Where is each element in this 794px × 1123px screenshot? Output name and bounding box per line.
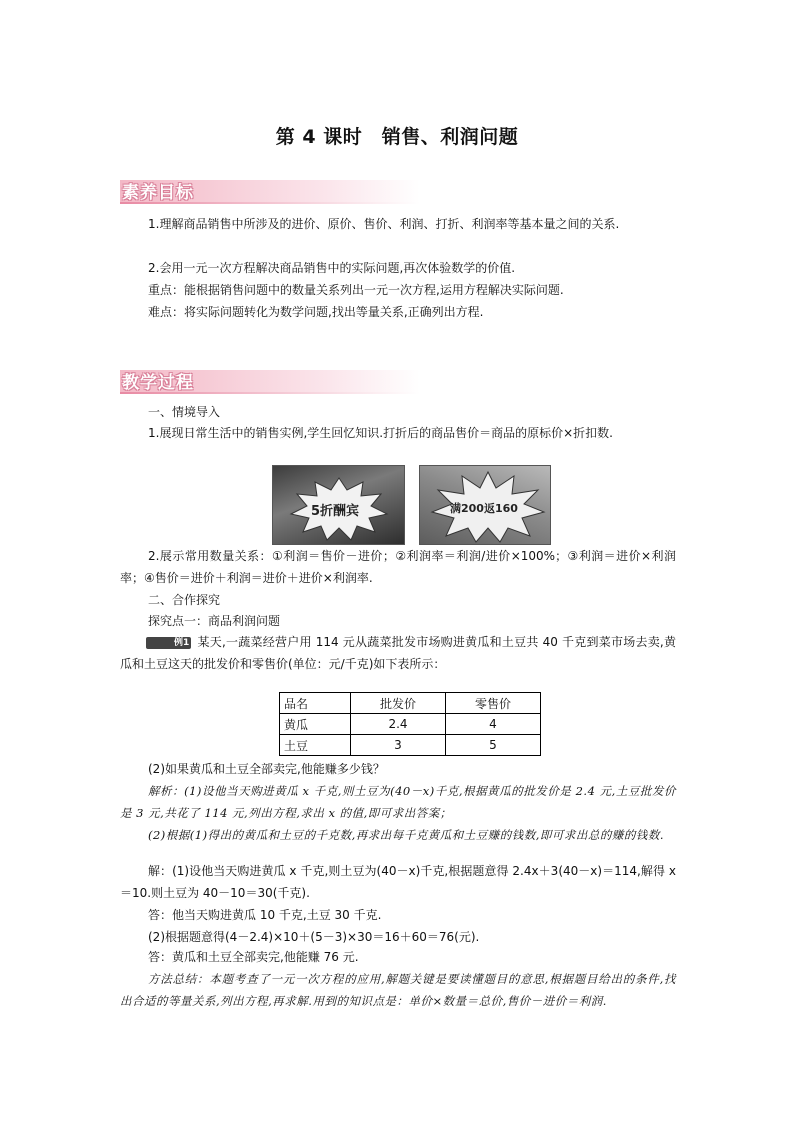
price-table <box>279 692 541 756</box>
page-title: 第 4 课时 销售、利润问题 <box>275 126 519 148</box>
goal-1: 1.理解商品销售中所涉及的进价、原价、售价、利润、打折、利润率等基本量之间的关系. <box>148 217 620 231</box>
table-cell: 黄瓜 <box>280 714 351 735</box>
photo-rebate-sign <box>419 465 551 545</box>
explore-point-1: 探究点一：商品利润问题 <box>148 614 281 628</box>
example-text: 某天,一蔬菜经营户用 114 元从蔬菜批发市场购进黄瓜和土豆共 40 千克到菜市场去卖,黄瓜和土豆这天的批发价和零售价(单位：元/千克)如下表所示： <box>120 635 676 671</box>
heading-explore: 二、合作探究 <box>148 593 221 607</box>
section-banner-process <box>120 370 420 394</box>
table-cell: 4 <box>446 714 541 735</box>
answer-1: 答：他当天购进黄瓜 10 千克,土豆 30 千克. <box>148 908 382 922</box>
quantity-relations: 2.展示常用数量关系：①利润＝售价－进价；②利润率＝利润/进价×100%；③利润＝进价×利润率；④售价＝进价＋利润＝进价＋进价×利润率. <box>120 549 676 585</box>
question-2: (2)如果黄瓜和土豆全部卖完,他能赚多少钱？ <box>148 762 385 776</box>
table-cell: 5 <box>446 735 541 756</box>
intro-paragraph: 1.展现日常生活中的销售实例,学生回忆知识.打折后的商品售价＝商品的原标价×折扣数. <box>148 426 613 440</box>
discount-text: 5折酬宾 <box>311 504 360 519</box>
table-cell: 2.4 <box>351 714 446 735</box>
rebate-text: 满200返160 <box>450 502 518 515</box>
analysis-2: (2)根据(1)得出的黄瓜和土豆的千克数,再求出每千克黄瓜和土豆赚的钱数,即可求出总的赚的钱数. <box>148 828 665 842</box>
table-row <box>280 735 541 756</box>
table-cell: 3 <box>351 735 446 756</box>
photo-discount-sign <box>272 465 405 545</box>
heading-intro: 一、情境导入 <box>148 405 221 419</box>
method-summary: 方法总结：本题考查了一元一次方程的应用,解题关键是要读懂题目的意思,根据题目给出的条件,找出合适的等量关系,列出方程,再求解.用到的知识点是：单价×数量＝总价,售价－进价＝利润. <box>120 972 676 1008</box>
analysis-1: 解析：(1)设他当天购进黄瓜 x 千克,则土豆为(40－x)千克,根据黄瓜的批发价是 2.4 元,土豆批发价是 3 元,共花了 114 元,列出方程,求出 x 的值,即可求出答案； <box>120 784 676 820</box>
section-banner-goals <box>120 180 420 204</box>
table-header-cell: 批发价 <box>351 693 446 714</box>
goal-2: 2.会用一元一次方程解决商品销售中的实际问题,再次体验数学的价值. <box>148 261 516 275</box>
table-row <box>280 714 541 735</box>
table-cell: 土豆 <box>280 735 351 756</box>
table-header-cell: 零售价 <box>446 693 541 714</box>
banner-label: 素养目标 <box>122 183 194 203</box>
solution-2: (2)根据题意得(4－2.4)×10＋(5－3)×30＝16＋60＝76(元). <box>148 930 480 944</box>
example-1 <box>120 631 676 675</box>
banner-label: 教学过程 <box>122 373 194 393</box>
difficulty: 难点：将实际问题转化为数学问题,找出等量关系,正确列出方程. <box>148 305 484 319</box>
solution-1: 解：(1)设他当天购进黄瓜 x 千克,则土豆为(40－x)千克,根据题意得 2.4x＋3(40－x)＝114,解得 x＝10.则土豆为 40－10＝30(千克). <box>120 864 676 900</box>
answer-2: 答：黄瓜和土豆全部卖完,他能赚 76 元. <box>148 950 359 964</box>
example-badge: 例1 <box>146 637 191 649</box>
table-header-cell: 品名 <box>280 693 351 714</box>
table-header-row <box>280 693 541 714</box>
key-point: 重点：能根据销售问题中的数量关系列出一元一次方程,运用方程解决实际问题. <box>148 283 564 297</box>
